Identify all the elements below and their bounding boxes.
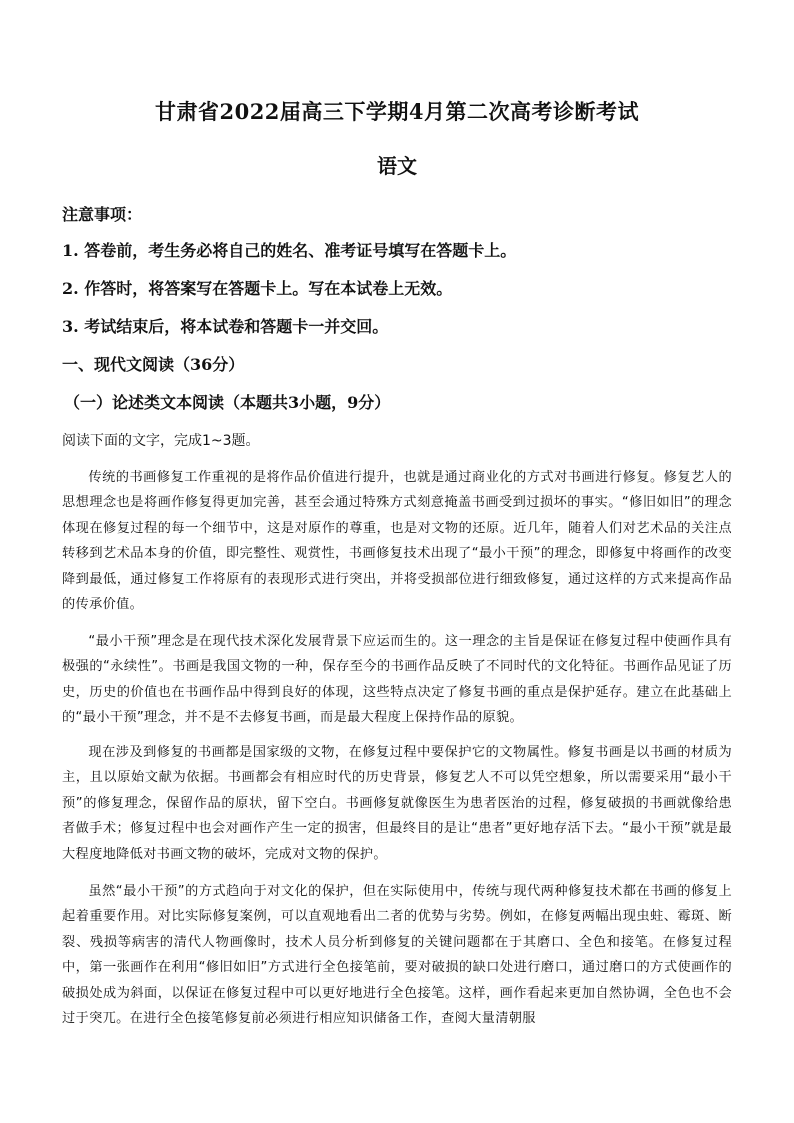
notice-item-2: 2. 作答时，将答案写在答题卡上。写在本试卷上无效。 — [62, 279, 453, 298]
passage-paragraph-4: 虽然“最小干预”的方式趋向于对文化的保护，但在实际使用中，传统与现代两种修复技术都在书画的修复上起着重要作用。对比实际修复案例，可以直观地看出二者的优势与劣势。例如，在修复两幅出现虫蛀、霉斑、断裂、残损等病害的清代人物画像时，技术人员分析到修复的关键问题都在于其磨口、全色和接笔。在修复过程中，第一张画作在利用“修旧如旧”方式进行全色接笔前，要对破损的缺口处进行磨口，通过磨口的方式使画作的破损处成为斜面，以保证在修复过程中可以更好地进行全色接笔。这样，画作看起来更加自然协调，全色也不会过于突兀。在进行全色接笔修复前必须进行相应知识储备工作，查阅大量清朝服 — [62, 884, 732, 1027]
exam-title: 甘肃省2022届高三下学期4月第二次高考诊断考试 — [154, 99, 640, 124]
reading-instruction: 阅读下面的文字，完成1~3题。 — [62, 433, 260, 449]
subject-title: 语文 — [377, 154, 417, 178]
notice-item-3: 3. 考试结束后，将本试卷和答题卡一并交回。 — [62, 317, 389, 336]
notice-item-1: 1. 答卷前，考生务必将自己的姓名、准考证号填写在答题卡上。 — [62, 241, 517, 260]
subsection-heading: （一）论述类文本阅读（本题共3小题，9分） — [64, 393, 391, 412]
passage-paragraph-1: 传统的书画修复工作重视的是将作品价值进行提升，也就是通过商业化的方式对书画进行修复。修复艺人的思想理念也是将画作修复得更加完善，甚至会通过特殊方式刻意掩盖书画受到过损坏的事实。“修旧如旧”的理念体现在修复过程的每一个细节中，这是对原作的尊重，也是对文物的还原。近几年，随着人们对艺术品的关注点转移到艺术品本身的价值，即完整性、观赏性，书画修复技术出现了“最小干预”的理念，即修复中将画作的改变降到最低，通过修复工作将原有的表现形式进行突出，并将受损部位进行细致修复，通过这样的方式来提高作品的传承价值。 — [62, 470, 732, 613]
section-heading: 一、现代文阅读（36分） — [62, 355, 245, 374]
passage-paragraph-2: “最小干预”理念是在现代技术深化发展背景下应运而生的。这一理念的主旨是保证在修复过程中使画作具有极强的“永续性”。书画是我国文物的一种，保存至今的书画作品反映了不同时代的文化特征。书画作品见证了历史，历史的价值也在书画作品中得到良好的体现，这些特点决定了修复书画的重点是保护延存。建立在此基础上的“最小干预”理念，并不是不去修复书画，而是最大程度上保持作品的原貌。 — [62, 634, 732, 726]
passage-paragraph-3: 现在涉及到修复的书画都是国家级的文物，在修复过程中要保护它的文物属性。修复书画是以书画的材质为主，且以原始文献为依据。书画都会有相应时代的历史背景，修复艺人不可以凭空想象，所以需要采用“最小干预”的修复理念，保留作品的原状，留下空白。书画修复就像医生为患者医治的过程，修复破损的书画就像给患者做手术；修复过程中也会对画作产生一定的损害，但最终目的是让“患者”更好地存活下去。“最小干预”就是最大程度地降低对书画文物的破坏，完成对文物的保护。 — [62, 745, 732, 862]
notice-header: 注意事项： — [62, 205, 143, 224]
